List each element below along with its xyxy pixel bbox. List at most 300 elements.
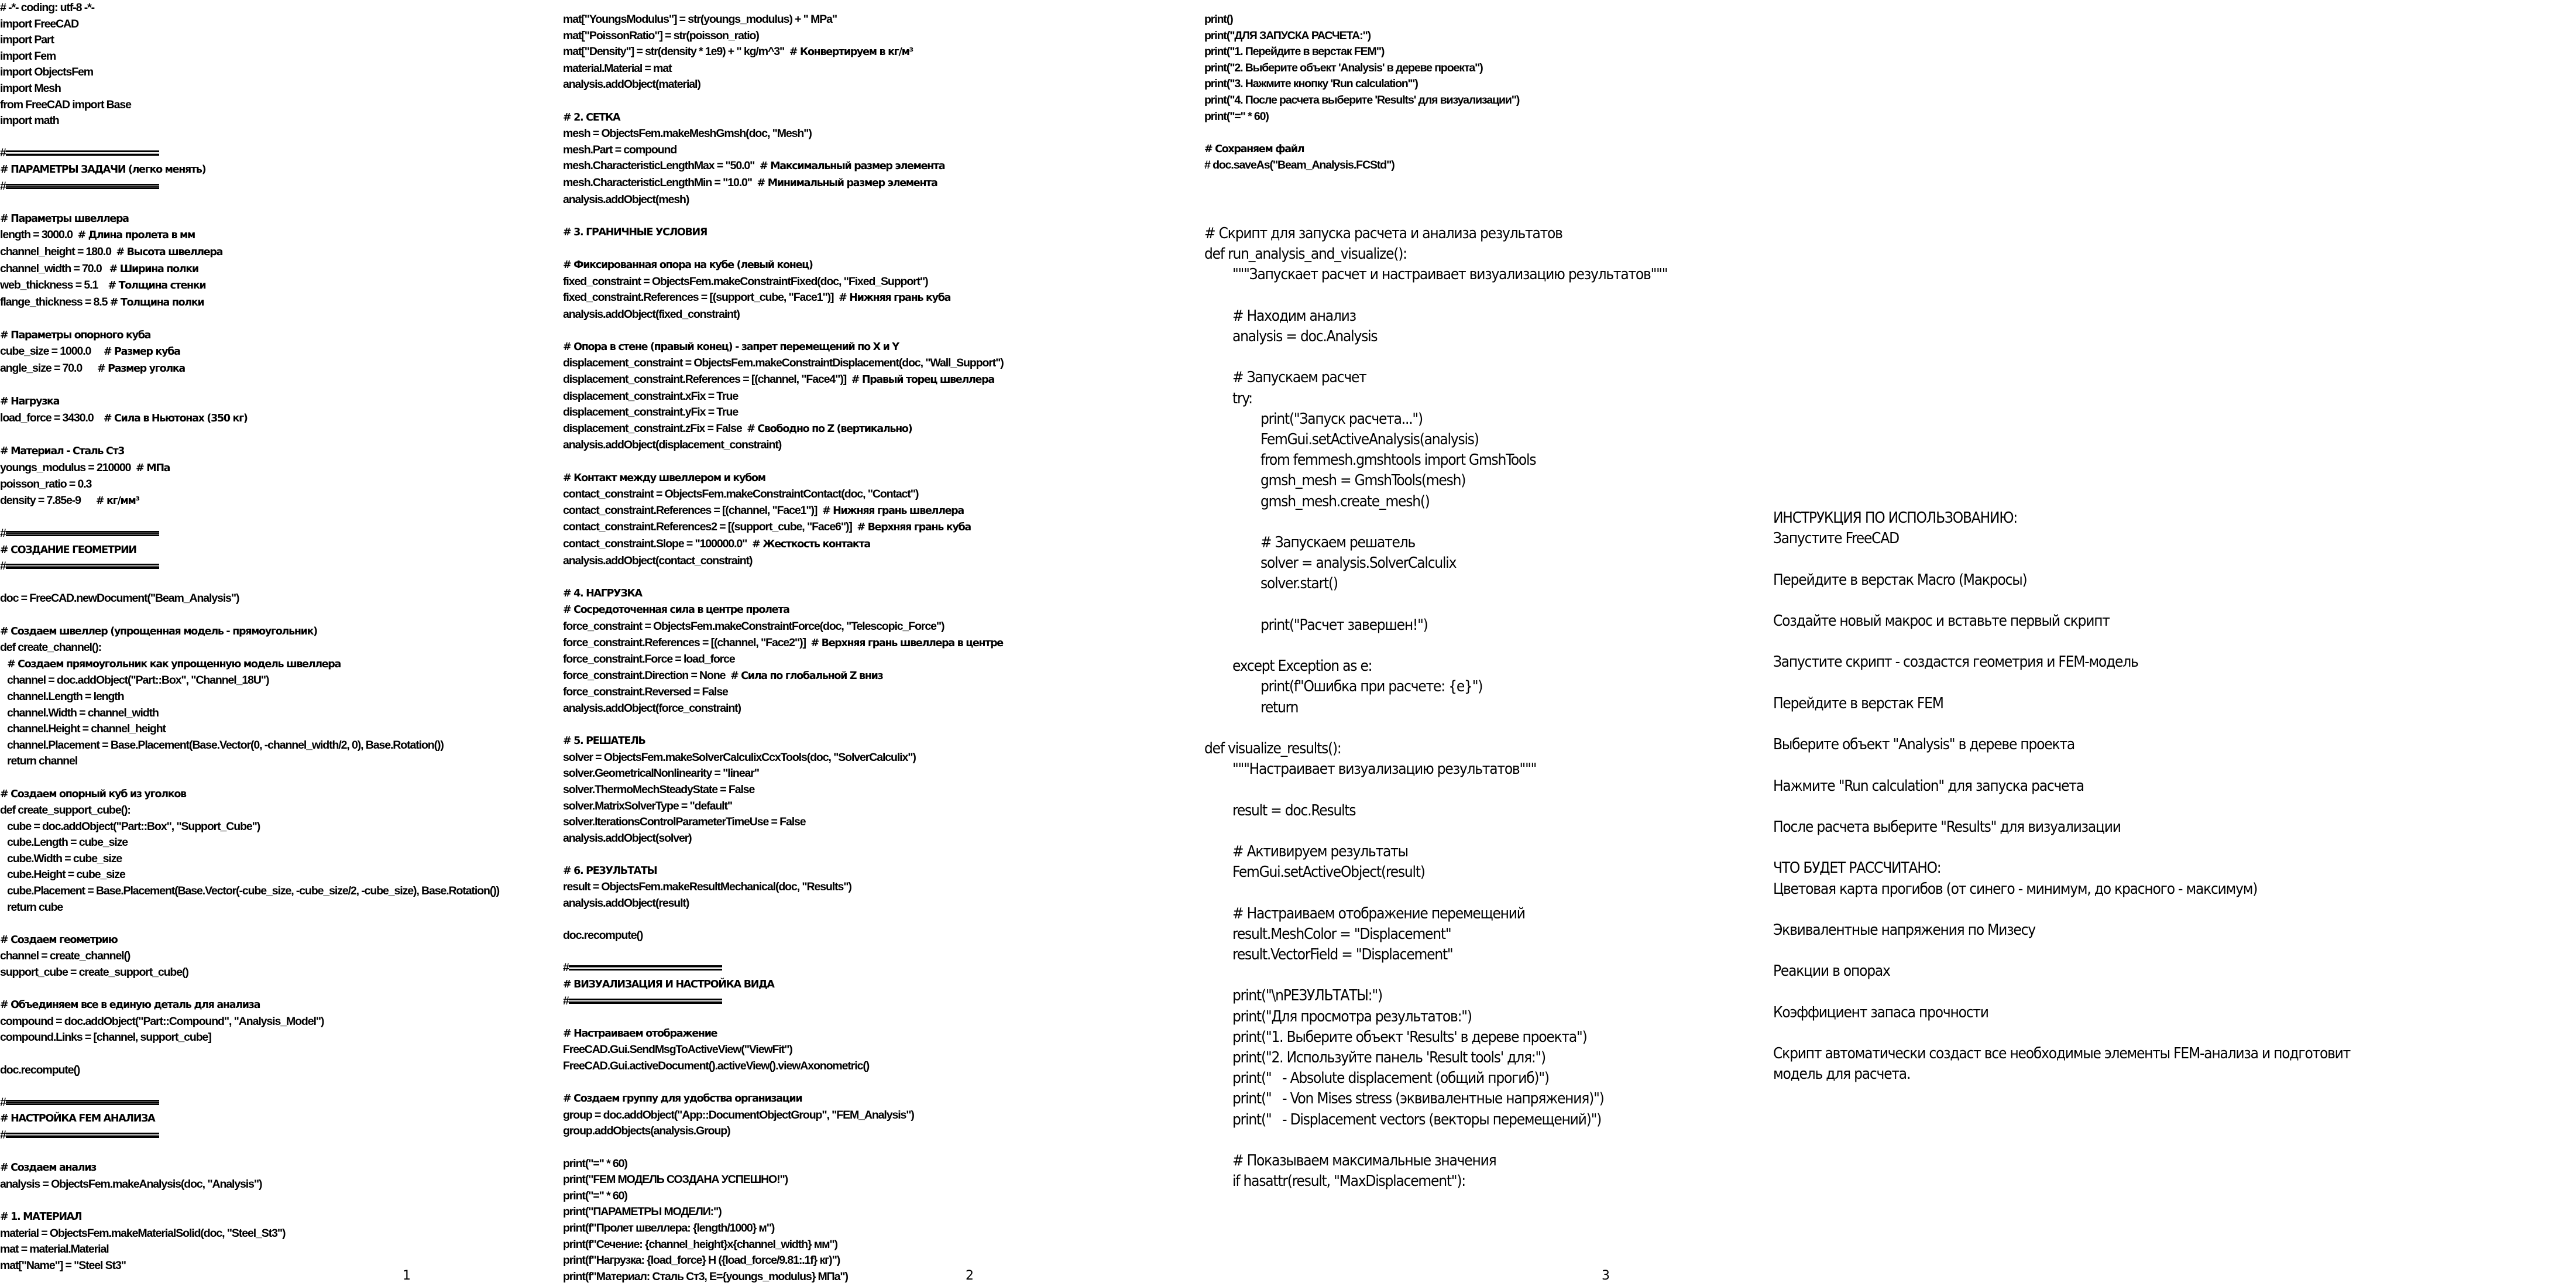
text-line: result.VectorField = "Displacement" bbox=[1232, 945, 1453, 963]
blank-line bbox=[1773, 982, 2534, 1003]
comment-line bbox=[0, 656, 499, 673]
blank-line bbox=[1204, 286, 1731, 306]
text-line: # Показываем максимальные значения bbox=[1232, 1151, 1496, 1170]
code-line: print("3. Нажмите кнопку 'Run calculation'") bbox=[1204, 77, 1418, 91]
blank-line bbox=[563, 944, 1004, 961]
code-text: youngs_modulus = 210000 bbox=[0, 461, 136, 474]
blank-line bbox=[563, 454, 1004, 470]
blank-line bbox=[1773, 755, 2534, 776]
comment-line bbox=[563, 863, 1004, 880]
blank-line bbox=[0, 311, 499, 327]
code-text: density = 7.85e-9 bbox=[0, 493, 96, 507]
code-line bbox=[563, 175, 1004, 192]
comment-line bbox=[563, 257, 1004, 274]
comment-line bbox=[563, 224, 1004, 241]
blank-line bbox=[1773, 714, 2534, 735]
code-line: doc = FreeCAD.newDocument("Beam_Analysis") bbox=[0, 592, 239, 605]
text-line: if hasattr(result, "MaxDisplacement"): bbox=[1232, 1172, 1465, 1191]
text-line: Перейдите в верстак Macro (Макросы) bbox=[1773, 571, 2027, 589]
code-line: mat["PoissonRatio"] = str(poisson_ratio) bbox=[563, 29, 759, 42]
text-line: Скрипт автоматически создаст все необходимые элементы FEM-анализа и подготовит bbox=[1773, 1045, 2351, 1063]
code-line bbox=[563, 503, 1004, 520]
section-separator bbox=[0, 558, 499, 575]
text-line: result = doc.Results bbox=[1232, 801, 1356, 819]
comment-text: # Параметры швеллера bbox=[0, 212, 129, 225]
code-text: force_constraint.Direction = None bbox=[563, 668, 731, 682]
code-line: analysis.addObject(fixed_constraint) bbox=[563, 307, 740, 321]
comment-text: # Опора в стене (правый конец) - запрет перемещений по X и Y bbox=[563, 341, 899, 353]
text-line: solver.start() bbox=[1260, 575, 1338, 593]
text-line: return bbox=[1260, 698, 1299, 716]
blank-line bbox=[0, 378, 499, 394]
code-line: import math bbox=[0, 114, 59, 128]
code-line: contact_constraint = ObjectsFem.makeConstraintContact(doc, "Contact") bbox=[563, 488, 919, 501]
inline-comment: # Размер куба bbox=[103, 346, 180, 358]
code-line: doc.recompute() bbox=[563, 929, 643, 942]
comment-line bbox=[563, 339, 1004, 356]
code-line: FreeCAD.Gui.activeDocument().activeView().viewAxonometric() bbox=[563, 1059, 870, 1072]
section-separator bbox=[0, 526, 499, 542]
comment-line bbox=[0, 443, 499, 460]
blank-line bbox=[1204, 125, 1519, 141]
comment-text: # НАСТРОЙКА FEM АНАЛИЗА bbox=[0, 1113, 155, 1125]
code-line: return cube bbox=[7, 900, 63, 914]
blank-line bbox=[563, 208, 1004, 224]
code-line: solver.IterationsControlParameterTimeUse = False bbox=[563, 815, 806, 829]
text-line: gmsh_mesh = GmshTools(mesh) bbox=[1260, 472, 1466, 490]
blank-line bbox=[0, 575, 499, 591]
text-line: from femmesh.gmshtools import GmshTools bbox=[1260, 451, 1536, 469]
code-line: displacement_constraint.xFix = True bbox=[563, 389, 739, 403]
page-number: 3 bbox=[1602, 1268, 1609, 1283]
code-line bbox=[563, 290, 1004, 307]
code-line: doc.recompute() bbox=[0, 1063, 80, 1076]
text-line: except Exception as e: bbox=[1232, 657, 1372, 675]
blank-line bbox=[0, 427, 499, 443]
code-line: print("=" * 60) bbox=[563, 1189, 627, 1202]
code-line: print("4. После расчета выберите 'Results' для визуализации") bbox=[1204, 93, 1520, 107]
code-line: import Part bbox=[0, 33, 54, 47]
text-line: print(" - Displacement vectors (векторы перемещений)") bbox=[1232, 1110, 1602, 1129]
separator-hash: # bbox=[563, 994, 569, 1007]
inline-comment: # Высота швеллера bbox=[116, 246, 223, 258]
comment-line bbox=[0, 623, 499, 640]
code-line: force_constraint.Reversed = False bbox=[563, 685, 728, 699]
text-line: Запустите скрипт - создастся геометрия и FEM-модель bbox=[1773, 653, 2138, 671]
blank-line bbox=[0, 981, 499, 997]
code-text: mesh.CharacteristicLengthMax = "50.0" bbox=[563, 159, 760, 173]
code-line bbox=[0, 294, 499, 311]
comment-text: # Создаем анализ bbox=[0, 1162, 97, 1174]
page-1-column bbox=[0, 0, 499, 1274]
comment-text: # 2. СЕТКА bbox=[563, 111, 620, 124]
blank-line bbox=[0, 607, 499, 623]
blank-line bbox=[1773, 838, 2534, 858]
comment-line bbox=[563, 585, 1004, 602]
inline-comment: # Длина пролета в мм bbox=[77, 229, 195, 242]
blank-line bbox=[0, 1192, 499, 1209]
blank-line bbox=[1773, 673, 2534, 694]
comment-line bbox=[0, 1209, 499, 1226]
comment-line bbox=[0, 786, 499, 803]
code-text: channel_width = 70.0 bbox=[0, 262, 109, 275]
inline-comment: # Минимальный размер элемента bbox=[757, 177, 937, 189]
code-text: contact_constraint.References2 = [(support_cube, "Face6")] bbox=[563, 520, 857, 534]
comment-text: # 1. МАТЕРИАЛ bbox=[0, 1210, 82, 1223]
code-text: flange_thickness = 8.5 bbox=[0, 295, 110, 308]
code-text: contact_constraint.References = [(channel, "Face1")] bbox=[563, 503, 822, 517]
code-line bbox=[0, 361, 499, 378]
comment-line bbox=[0, 997, 499, 1014]
double-rule bbox=[6, 184, 159, 189]
page-3-print-block bbox=[1204, 12, 1519, 174]
code-line: cube = doc.addObject("Part::Box", "Support_Cube") bbox=[7, 819, 260, 833]
comment-line bbox=[0, 542, 499, 559]
text-line: print("Для просмотра результатов:") bbox=[1232, 1007, 1472, 1026]
code-line: print("ПАРАМЕТРЫ МОДЕЛИ:") bbox=[563, 1205, 722, 1219]
blank-line bbox=[563, 912, 1004, 928]
code-line: channel.Length = length bbox=[7, 690, 124, 703]
separator-hash: # bbox=[563, 961, 569, 975]
inline-comment: # МПа bbox=[136, 462, 170, 474]
code-text: displacement_constraint.zFix = False bbox=[563, 421, 747, 435]
comment-text: # ВИЗУАЛИЗАЦИЯ И НАСТРОЙКА ВИДА bbox=[563, 979, 774, 991]
code-line: cube.Height = cube_size bbox=[7, 868, 125, 882]
code-line: print("=" * 60) bbox=[563, 1157, 627, 1170]
comment-line bbox=[563, 602, 1004, 619]
code-line: compound = doc.addObject("Part::Compound", "Analysis_Model") bbox=[0, 1014, 324, 1028]
text-line: FemGui.setActiveAnalysis(analysis) bbox=[1260, 431, 1479, 448]
comment-text: # 6. РЕЗУЛЬТАТЫ bbox=[563, 865, 657, 877]
double-rule bbox=[6, 564, 159, 569]
code-line: def create_support_cube(): bbox=[0, 804, 130, 817]
text-line: print("1. Выберите объект 'Results' в дереве проекта") bbox=[1232, 1028, 1587, 1046]
code-line: print("ДЛЯ ЗАПУСКА РАСЧЕТА:") bbox=[1204, 29, 1371, 42]
comment-line bbox=[0, 1160, 499, 1177]
code-line: def create_channel(): bbox=[0, 641, 102, 654]
code-line: return channel bbox=[7, 755, 78, 768]
code-line: analysis.addObject(solver) bbox=[563, 831, 692, 845]
code-text: angle_size = 70.0 bbox=[0, 362, 98, 375]
code-text: fixed_constraint.References = [(support_cube, "Face1")] bbox=[563, 291, 839, 304]
comment-text: # Создаем геометрию bbox=[0, 934, 118, 946]
blank-line bbox=[1773, 632, 2534, 652]
blank-line bbox=[0, 1046, 499, 1062]
section-separator bbox=[0, 1095, 499, 1111]
code-line bbox=[0, 410, 499, 427]
text-line: Цветовая карта прогибов (от синего - минимум, до красного - максимум) bbox=[1773, 880, 2258, 898]
code-line bbox=[0, 227, 499, 244]
comment-line bbox=[563, 733, 1004, 750]
text-line: # Настраиваем отображение перемещений bbox=[1232, 904, 1525, 923]
code-line: analysis.addObject(contact_constraint) bbox=[563, 554, 753, 567]
inline-comment: # Сила в Ньютонах (350 кг) bbox=[103, 412, 248, 424]
blank-line bbox=[563, 1075, 1004, 1091]
comment-text: # Создаем швеллер (упрощенная модель - прямоугольник) bbox=[0, 625, 317, 637]
code-line: analysis.addObject(result) bbox=[563, 897, 689, 910]
text-line: print(f"Ошибка при расчете: {e}") bbox=[1260, 678, 1483, 696]
code-text: mesh.CharacteristicLengthMin = "10.0" bbox=[563, 176, 757, 189]
page-number: 1 bbox=[403, 1268, 410, 1283]
text-line: Запустите FreeCAD bbox=[1773, 530, 1899, 548]
double-rule bbox=[6, 531, 159, 536]
blank-line bbox=[563, 846, 1004, 863]
blank-line bbox=[1204, 595, 1731, 615]
inline-comment: # Размер уголка bbox=[97, 363, 185, 375]
blank-line bbox=[1204, 636, 1731, 656]
inline-comment: # Верхняя грань куба bbox=[857, 522, 971, 534]
code-line: group.addObjects(analysis.Group) bbox=[563, 1124, 730, 1138]
text-line: print("\nРЕЗУЛЬТАТЫ:") bbox=[1232, 987, 1382, 1005]
code-line bbox=[0, 277, 499, 294]
code-line: poisson_ratio = 0.3 bbox=[0, 478, 92, 491]
code-line: channel = doc.addObject("Part::Box", "Channel_18U") bbox=[7, 674, 269, 687]
comment-line bbox=[0, 211, 499, 228]
text-line: # Находим анализ bbox=[1232, 307, 1356, 325]
code-line: FreeCAD.Gui.SendMsgToActiveView("ViewFit") bbox=[563, 1043, 792, 1057]
code-line: channel.Width = channel_width bbox=[7, 706, 159, 719]
code-line bbox=[563, 635, 1004, 652]
code-line: force_constraint = ObjectsFem.makeConstraintForce(doc, "Telescopic_Force") bbox=[563, 619, 944, 633]
text-line: После расчета выберите "Results" для визуализации bbox=[1773, 818, 2121, 836]
text-line: Создайте новый макрос и вставьте первый скрипт bbox=[1773, 612, 2110, 630]
separator-hash: # bbox=[0, 560, 6, 573]
comment-line bbox=[563, 976, 1004, 993]
code-line: analysis.addObject(displacement_constraint) bbox=[563, 438, 782, 452]
code-line: channel.Height = channel_height bbox=[7, 722, 166, 736]
code-line: fixed_constraint = ObjectsFem.makeConstraintFixed(doc, "Fixed_Support") bbox=[563, 275, 928, 288]
code-line: displacement_constraint = ObjectsFem.makeConstraintDisplacement(doc, "Wall_Support") bbox=[563, 356, 1004, 370]
code-text: cube_size = 1000.0 bbox=[0, 345, 104, 358]
blank-line bbox=[563, 93, 1004, 109]
code-line bbox=[0, 493, 499, 510]
blank-line bbox=[1204, 821, 1731, 842]
code-line bbox=[563, 372, 1004, 389]
code-line: compound.Links = [channel, support_cube] bbox=[0, 1031, 211, 1044]
code-line: # doc.saveAs("Beam_Analysis.FCStd") bbox=[1204, 159, 1395, 172]
code-text: displacement_constraint.References = [(channel, "Face4")] bbox=[563, 373, 851, 386]
section-separator bbox=[563, 960, 1004, 976]
comment-text: # Объединяем все в единую деталь для анализа bbox=[0, 999, 260, 1011]
text-line: print("Расчет завершен!") bbox=[1260, 616, 1428, 634]
code-line: material.Material = mat bbox=[563, 61, 672, 75]
section-separator bbox=[0, 1127, 499, 1144]
text-line: # Скрипт для запуска расчета и анализа результатов bbox=[1204, 225, 1562, 242]
text-line: Выберите объект "Analysis" в дереве проекта bbox=[1773, 736, 2074, 754]
text-line: analysis = doc.Analysis bbox=[1232, 328, 1378, 345]
blank-line bbox=[1773, 900, 2534, 920]
code-line: import Fem bbox=[0, 49, 56, 63]
text-line: def run_analysis_and_visualize(): bbox=[1204, 245, 1407, 263]
blank-line bbox=[0, 915, 499, 932]
blank-line bbox=[0, 194, 499, 211]
separator-hash: # bbox=[0, 179, 6, 193]
double-rule bbox=[569, 999, 722, 1004]
code-line: mesh = ObjectsFem.makeMeshGmsh(doc, "Mesh") bbox=[563, 127, 812, 140]
comment-text: # ПАРАМЕТРЫ ЗАДАЧИ (легко менять) bbox=[0, 163, 206, 176]
code-line: channel.Placement = Base.Placement(Base.Vector(0, -channel_width/2, 0), Base.Rotation()) bbox=[7, 738, 444, 752]
blank-line bbox=[1204, 718, 1731, 739]
comment-text: # Нагрузка bbox=[0, 396, 60, 408]
text-line: Перейдите в верстак FEM bbox=[1773, 694, 1943, 712]
code-text: length = 3000.0 bbox=[0, 228, 78, 242]
comment-text: # Создаем группу для удобства организации bbox=[563, 1093, 802, 1105]
blank-line bbox=[0, 129, 499, 146]
code-line: print(f"Пролет швеллера: {length/1000} м") bbox=[563, 1221, 775, 1234]
code-line: print(f"Сечение: {channel_height}x{channel_width} мм") bbox=[563, 1237, 837, 1251]
code-line bbox=[0, 244, 499, 261]
separator-hash: # bbox=[0, 1128, 6, 1141]
inline-comment: # Жесткость контакта bbox=[751, 539, 870, 550]
code-line bbox=[563, 536, 1004, 553]
text-line: Эквивалентные напряжения по Мизесу bbox=[1773, 921, 2035, 939]
blank-line bbox=[0, 770, 499, 786]
inline-comment: # Нижняя грань швеллера bbox=[822, 505, 964, 517]
code-line: mat["Name"] = "Steel St3" bbox=[0, 1258, 126, 1272]
blank-line bbox=[563, 241, 1004, 257]
code-line: import FreeCAD bbox=[0, 17, 79, 30]
separator-hash: # bbox=[0, 527, 6, 540]
comment-text: # 4. НАГРУЗКА bbox=[563, 587, 642, 599]
code-line bbox=[563, 158, 1004, 175]
comment-line bbox=[0, 327, 499, 344]
text-line: try: bbox=[1232, 389, 1252, 407]
code-line: print("2. Выберите объект 'Analysis' в дереве проекта") bbox=[1204, 61, 1483, 74]
text-line: FemGui.setActiveObject(result) bbox=[1232, 863, 1425, 882]
code-line: print("1. Перейдите в верстак FEM") bbox=[1204, 45, 1385, 59]
text-line: # Запускаем расчет bbox=[1232, 369, 1366, 387]
text-line: ИНСТРУКЦИЯ ПО ИСПОЛЬЗОВАНИЮ: bbox=[1773, 509, 2017, 527]
page-3-analysis-script bbox=[1204, 224, 1731, 1192]
section-separator bbox=[563, 993, 1004, 1010]
usage-instructions bbox=[1773, 508, 2534, 1085]
blank-line bbox=[0, 509, 499, 526]
blank-line bbox=[0, 1078, 499, 1095]
code-line: mat = material.Material bbox=[0, 1243, 109, 1256]
code-line: mesh.Part = compound bbox=[563, 143, 677, 156]
comment-line bbox=[0, 162, 499, 179]
text-line: Коэффициент запаса прочности bbox=[1773, 1003, 1988, 1021]
code-line: analysis = ObjectsFem.makeAnalysis(doc, "Analysis") bbox=[0, 1177, 262, 1191]
code-text: web_thickness = 5.1 bbox=[0, 279, 108, 292]
code-line bbox=[563, 44, 1004, 61]
code-line: solver.MatrixSolverType = "default" bbox=[563, 799, 733, 812]
code-line: support_cube = create_support_cube() bbox=[0, 966, 188, 979]
comment-line bbox=[1204, 141, 1519, 158]
blank-line bbox=[563, 717, 1004, 733]
comment-line bbox=[0, 932, 499, 949]
comment-text: # Материал - Сталь Ст3 bbox=[0, 445, 125, 458]
comment-text: # Сосредоточенная сила в центре пролета bbox=[563, 604, 789, 616]
code-text: load_force = 3430.0 bbox=[0, 411, 104, 424]
comment-text: # Настраиваем отображение bbox=[563, 1027, 717, 1040]
code-line: print(f"Нагрузка: {load_force} Н ({load_force/9.81:.1f} кг)") bbox=[563, 1254, 840, 1267]
separator-hash: # bbox=[0, 146, 6, 160]
blank-line bbox=[1204, 1130, 1731, 1151]
blank-line bbox=[563, 323, 1004, 339]
code-line: import ObjectsFem bbox=[0, 66, 93, 79]
blank-line bbox=[1204, 780, 1731, 800]
comment-line bbox=[563, 109, 1004, 126]
code-line: force_constraint.Force = load_force bbox=[563, 653, 735, 666]
text-line: print("2. Используйте панель 'Result tools' для:") bbox=[1232, 1048, 1545, 1066]
code-line: cube.Placement = Base.Placement(Base.Vector(-cube_size, -cube_size/2, -cube_size), Base.Rotation()) bbox=[7, 884, 499, 898]
inline-comment: # Правый торец швеллера bbox=[851, 374, 994, 386]
double-rule bbox=[569, 965, 722, 970]
code-line bbox=[563, 668, 1004, 685]
inline-comment: # Максимальный размер элемента bbox=[759, 160, 945, 173]
code-line bbox=[563, 421, 1004, 438]
text-line: gmsh_mesh.create_mesh() bbox=[1260, 492, 1430, 510]
code-line bbox=[0, 460, 499, 477]
text-line: # Запускаем решатель bbox=[1260, 534, 1416, 551]
inline-comment: # Верхняя грань швеллера в центре bbox=[810, 637, 1003, 649]
section-separator bbox=[0, 179, 499, 195]
double-rule bbox=[6, 150, 159, 156]
code-line: solver.ThermoMechSteadyState = False bbox=[563, 783, 755, 796]
code-line: material = ObjectsFem.makeMaterialSolid(doc, "Steel_St3") bbox=[0, 1226, 286, 1240]
code-line: print("FEM МОДЕЛЬ СОЗДАНА УСПЕШНО!") bbox=[563, 1173, 788, 1186]
comment-line bbox=[563, 470, 1004, 487]
text-line: """Настраивает визуализацию результатов""" bbox=[1232, 760, 1537, 779]
text-line: Реакции в опорах bbox=[1773, 962, 1890, 980]
blank-line bbox=[1773, 941, 2534, 961]
code-line: cube.Width = cube_size bbox=[7, 852, 122, 865]
inline-comment: # кг/мм³ bbox=[95, 495, 139, 507]
blank-line bbox=[1773, 1023, 2534, 1044]
comment-text: # 5. РЕШАТЕЛЬ bbox=[563, 735, 645, 747]
comment-text: # 3. ГРАНИЧНЫЕ УСЛОВИЯ bbox=[563, 226, 707, 238]
comment-line bbox=[0, 393, 499, 410]
text-line: модель для расчета. bbox=[1773, 1065, 1911, 1083]
code-line: analysis.addObject(mesh) bbox=[563, 193, 689, 206]
code-line bbox=[0, 344, 499, 361]
code-line: result = ObjectsFem.makeResultMechanical(doc, "Results") bbox=[563, 880, 851, 894]
text-line: """Запускает расчет и настраивает визуализацию результатов""" bbox=[1232, 266, 1668, 284]
code-line: print(f"Материал: Сталь Ст3, E={youngs_modulus} МПа") bbox=[563, 1270, 848, 1283]
code-line: import Mesh bbox=[0, 81, 61, 95]
blank-line bbox=[1204, 883, 1731, 903]
comment-text: # Сохраняем файл bbox=[1204, 143, 1304, 155]
code-line: mat["YoungsModulus"] = str(youngs_modulus) + " MPa" bbox=[563, 13, 837, 26]
blank-line bbox=[1773, 549, 2534, 570]
comment-text: # Создаем прямоугольник как упрощенную модель швеллера bbox=[7, 658, 341, 670]
code-text: force_constraint.References = [(channel, "Face2")] bbox=[563, 636, 811, 649]
blank-line bbox=[563, 1140, 1004, 1156]
comment-text: # СОЗДАНИЕ ГЕОМЕТРИИ bbox=[0, 544, 136, 556]
section-separator bbox=[0, 145, 499, 162]
blank-line bbox=[1773, 797, 2534, 817]
page-2-column bbox=[563, 12, 1004, 1285]
text-line: solver = analysis.SolverCalculix bbox=[1260, 554, 1457, 572]
text-line: Нажмите "Run calculation" для запуска расчета bbox=[1773, 777, 2084, 795]
blank-line bbox=[563, 569, 1004, 585]
page-number: 2 bbox=[966, 1268, 973, 1283]
code-line: analysis.addObject(force_constraint) bbox=[563, 701, 741, 715]
comment-text: # Параметры опорного куба bbox=[0, 329, 151, 341]
separator-hash: # bbox=[0, 1095, 6, 1109]
inline-comment: # Конвертируем в кг/м³ bbox=[789, 46, 913, 59]
code-text: channel_height = 180.0 bbox=[0, 245, 116, 258]
text-line: ЧТО БУДЕТ РАССЧИТАНО: bbox=[1773, 859, 1941, 877]
blank-line bbox=[1204, 512, 1731, 533]
comment-text: # Создаем опорный куб из уголков bbox=[0, 788, 186, 800]
blank-line bbox=[1204, 965, 1731, 986]
double-rule bbox=[6, 1100, 159, 1105]
inline-comment: # Ширина полки bbox=[109, 263, 198, 275]
code-line: cube.Length = cube_size bbox=[7, 836, 128, 849]
inline-comment: # Свободно по Z (вертикально) bbox=[747, 423, 912, 435]
